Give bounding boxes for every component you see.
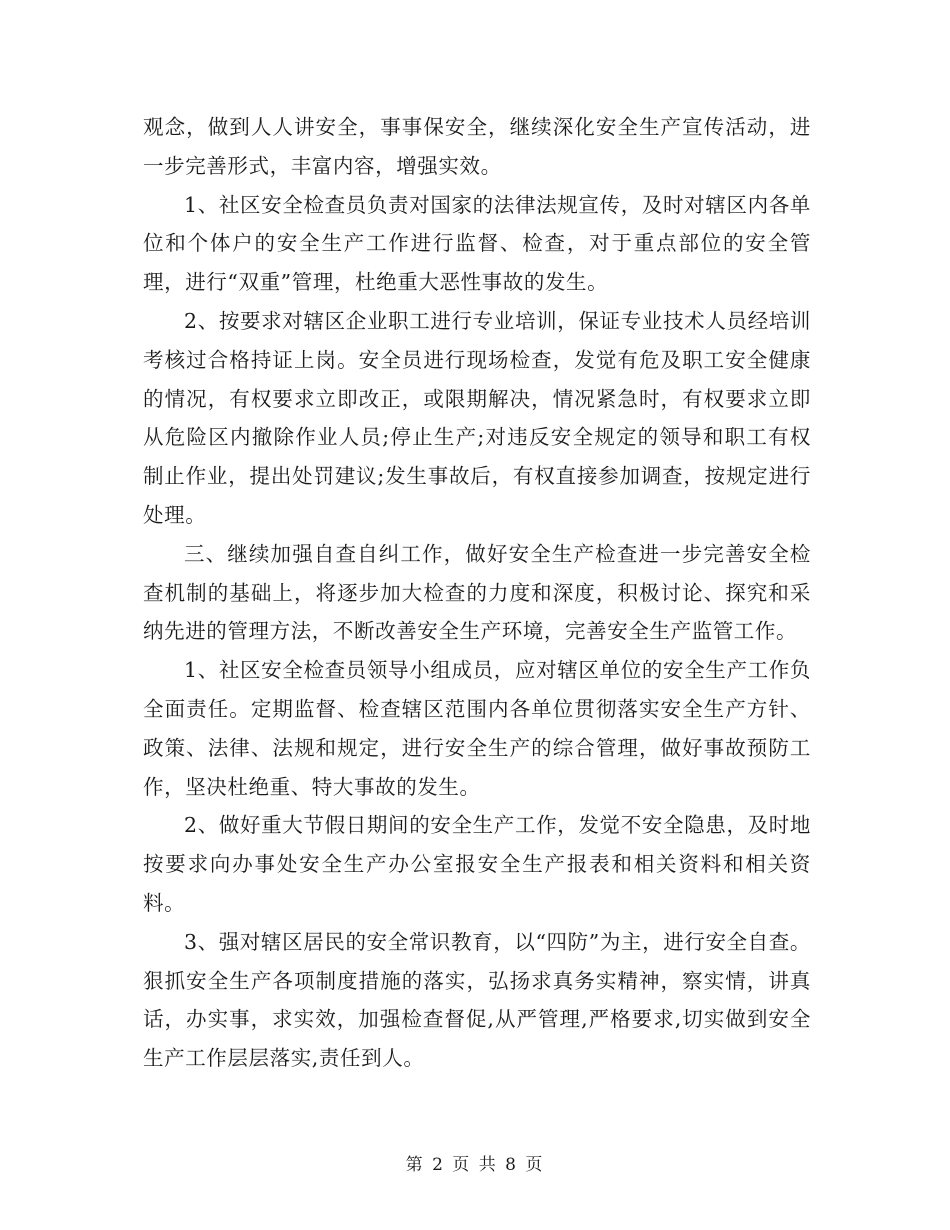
page-number-footer: 第 2 页 共 8 页: [405, 1155, 545, 1175]
paragraph: 1、社区安全检查员领导小组成员，应对辖区单位的安全生产工作负全面责任。定期监督、检查辖区范围内各单位贯彻落实安全生产方针、政策、法律、法规和规定，进行安全生产的综合管理，做好事故预防工作，坚决杜绝重、特大事故的发生。: [143, 658, 811, 799]
document-body: [143, 108, 811, 1078]
paragraph: 观念，做到人人讲安全，事事保安全，继续深化安全生产宣传活动，进一步完善形式，丰富内容，增强实效。: [143, 115, 811, 178]
paragraph: 3、强对辖区居民的安全常识教育，以“四防”为主，进行安全自查。狠抓安全生产各项制度措施的落实，弘扬求真务实精神，察实情，讲真话，办实事，求实效，加强检查督促,从严管理,严格要求,切实做到安全生产工作层层落实,责任到人。: [143, 929, 811, 1071]
paragraph: 1、社区安全检查员负责对国家的法律法规宣传，及时对辖区内各单位和个体户的安全生产工作进行监督、检查，对于重点部位的安全管理，进行“双重”管理，杜绝重大恶性事故的发生。: [143, 192, 811, 295]
paragraph: 2、做好重大节假日期间的安全生产工作，发觉不安全隐患，及时地按要求向办事处安全生产办公室报安全生产报表和相关资料和相关资料。: [143, 813, 811, 915]
paragraph: 三、继续加强自查自纠工作，做好安全生产检查进一步完善安全检查机制的基础上，将逐步加大检查的力度和深度，积极讨论、探究和采纳先进的管理方法，不断改善安全生产环境，完善安全生产监管工作。: [143, 541, 811, 644]
paragraph: 2、按要求对辖区企业职工进行专业培训，保证专业技术人员经培训考核过合格持证上岗。安全员进行现场检查，发觉有危及职工安全健康的情况，有权要求立即改正，或限期解决，情况紧急时，有权要求立即从危险区内撤除作业人员;停止生产;对违反安全规定的领导和职工有权制止作业，提出处罚建议;发生事故后，有权直接参加调查，按规定进行处理。: [143, 308, 811, 527]
